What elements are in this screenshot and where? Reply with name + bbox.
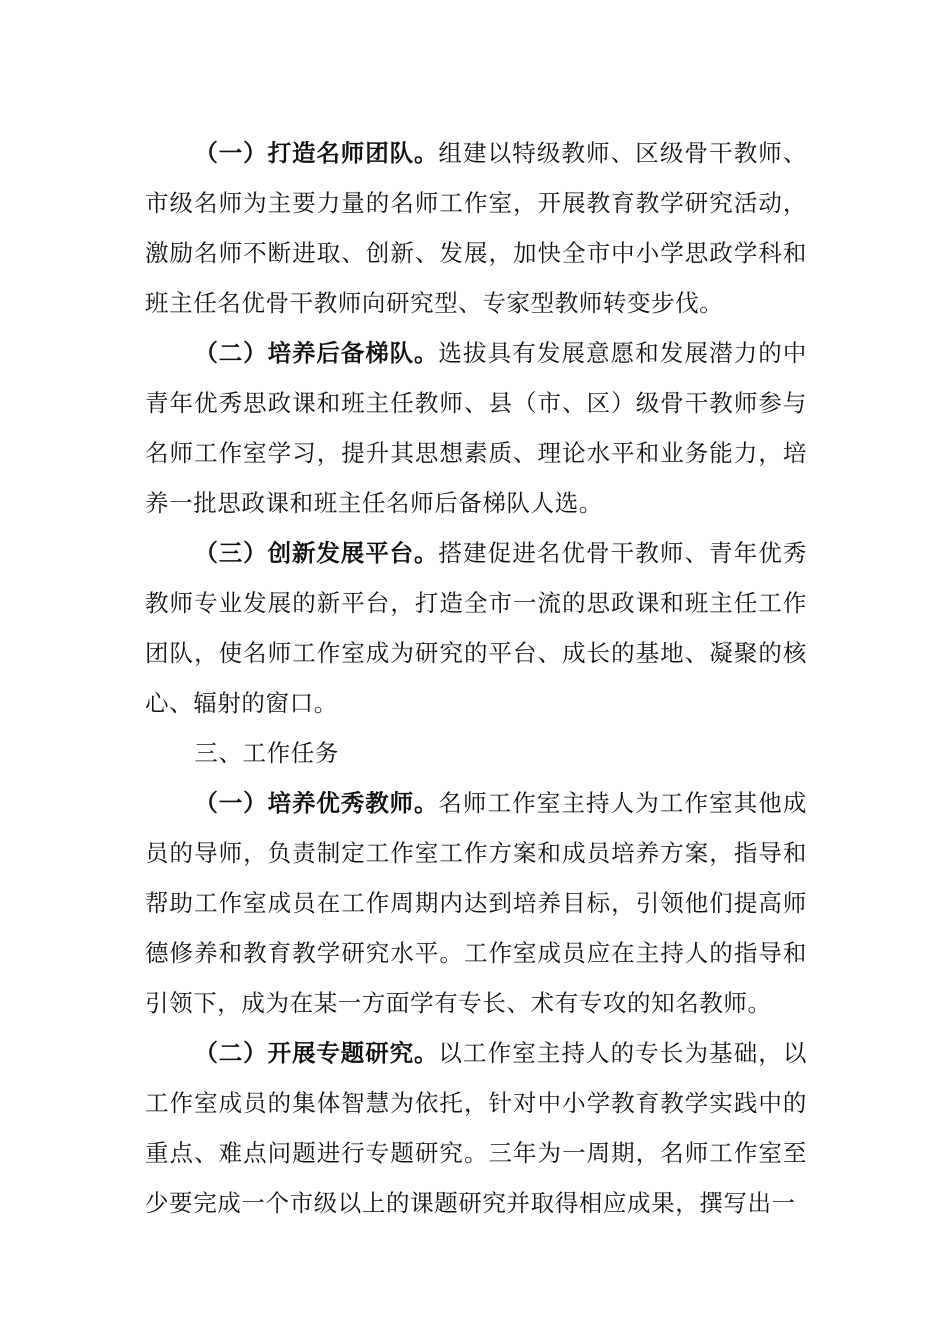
section-heading-work-tasks: 三、工作任务 [194,739,339,767]
paragraph-body: 以工作室主持人的专长为基础，以工作室成员的集体智慧为依托，针对中小学教育教学实践中的重点、难点问题进行专题研究。三年为一周期，名师工作室至少要完成一个市级以上的课题研究并取得相应成果，撰写出一 [145,1039,808,1217]
paragraph-lead: （二）培养后备梯队。 [194,339,439,367]
paragraph-special-research [145,1028,807,1228]
paragraph-body: 选拔具有发展意愿和发展潜力的中青年优秀思政课和班主任教师、县（市、区）级骨干教师参与名师工作室学习，提升其思想素质、理论水平和业务能力，培养一批思政课和班主任名师后备梯队人选。 [145,339,808,517]
paragraph-lead: （三）创新发展平台。 [194,539,439,567]
paragraph-lead: （一）培养优秀教师。 [194,789,439,817]
paragraph-train-excellent-teachers [145,778,807,1028]
paragraph-body: 名师工作室主持人为工作室其他成员的导师，负责制定工作室工作方案和成员培养方案，指导和帮助工作室成员在工作周期内达到培养目标，引领他们提高师德修养和教育教学研究水平。工作室成员应在主持人的指导和引领下，成为在某一方面学有专长、术有专攻的知名教师。 [145,789,808,1017]
paragraph-train-reserve-team [145,328,807,528]
paragraph-innovation-platform [145,528,807,728]
paragraph-body: 组建以特级教师、区级骨干教师、市级名师为主要力量的名师工作室，开展教育教学研究活动，激励名师不断进取、创新、发展，加快全市中小学思政学科和班主任名优骨干教师向研究型、专家型教师转变步伐。 [145,139,808,317]
paragraph-lead: （二）开展专题研究。 [194,1039,439,1067]
paragraph-build-famous-teacher-team [145,128,807,328]
document-page [145,128,807,1228]
paragraph-lead: （一）打造名师团队。 [194,139,439,167]
paragraph-body: 搭建促进名优骨干教师、青年优秀教师专业发展的新平台，打造全市一流的思政课和班主任工作团队，使名师工作室成为研究的平台、成长的基地、凝聚的核心、辐射的窗口。 [145,539,808,717]
